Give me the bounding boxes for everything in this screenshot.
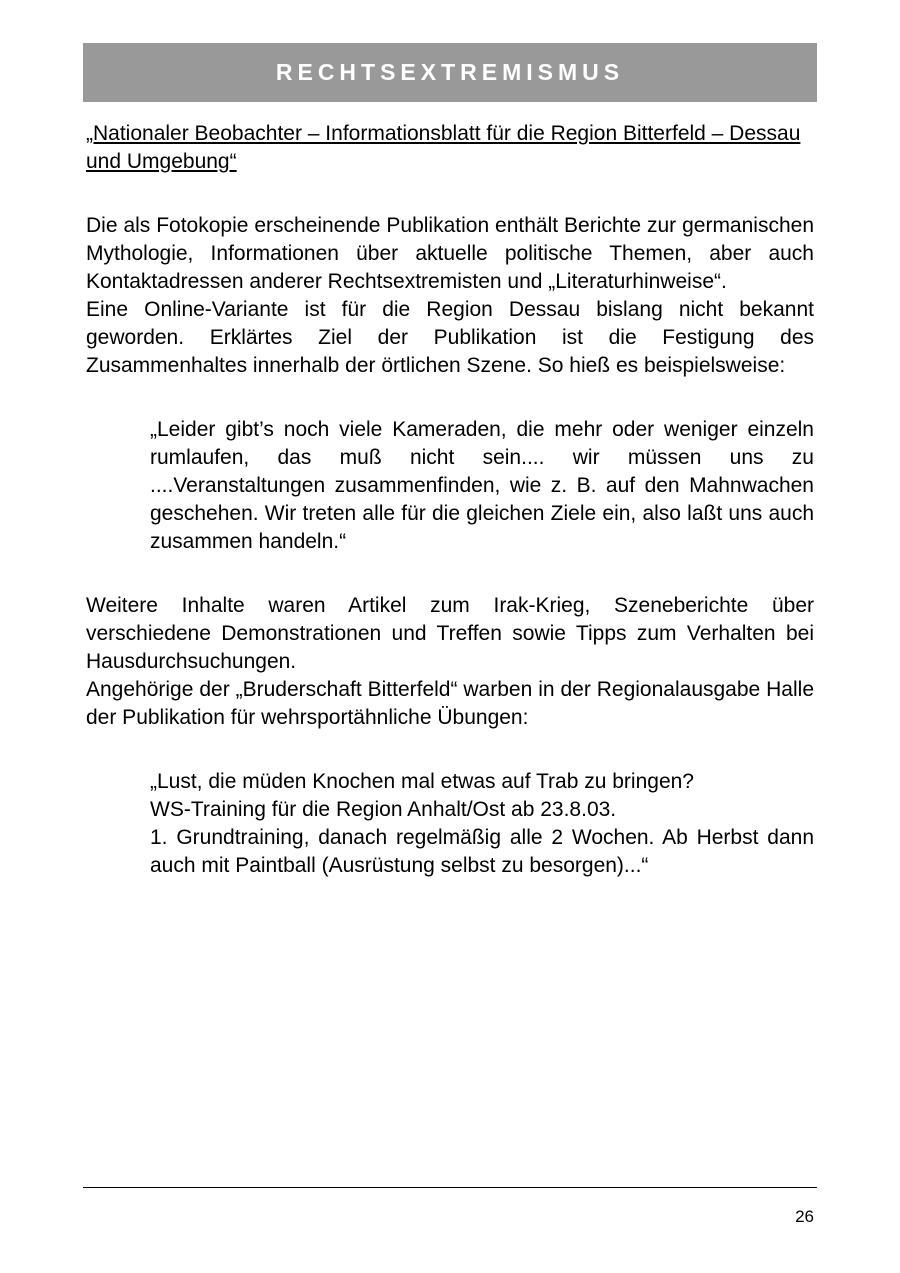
paragraph-goal: Eine Online-Variante ist für die Region Dessau bislang nicht bekannt geworden. Erklärtes Ziel der Publikation ist die Festigung des Zusammenhaltes innerhalb der örtlichen Szene. So hieß es beispielsweise: [86, 298, 814, 377]
page-number: 26 [795, 1207, 814, 1226]
article-title: „Nationaler Beobachter – Informationsblatt für die Region Bitterfeld – Dessau und Umgebung“ [86, 122, 801, 173]
paragraph-contents: Weitere Inhalte waren Artikel zum Irak-Krieg, Szeneberichte über verschiedene Demonstrationen und Treffen sowie Tipps zum Verhalten bei Hausdurchsuchungen. [86, 594, 814, 673]
quote-training-line: WS-Training für die Region Anhalt/Ost ab 23.8.03. [150, 798, 617, 821]
quote-training-line: „Lust, die müden Knochen mal etwas auf Trab zu bringen? [150, 770, 694, 793]
quote-training-line: 1. Grundtraining, danach regelmäßig alle 2 Wochen. Ab Herbst dann auch mit Paintball (Ausrüstung selbst zu besorgen)...“ [150, 826, 814, 877]
section-title: RECHTSEXTREMISMUS [275, 59, 625, 85]
footer-divider [83, 1187, 817, 1188]
section-header-bar [83, 43, 817, 102]
paragraph-brotherhood: Angehörige der „Bruderschaft Bitterfeld“ warben in der Regionalausgabe Halle der Publikation für wehrsportähnliche Übungen: [86, 678, 814, 729]
quote-comrades: „Leider gibt’s noch viele Kameraden, die mehr oder weniger einzeln rumlaufen, das muß nicht sein.... wir müssen uns zu ....Veranstaltungen zusammenfinden, wie z. B. auf den Mahnwachen geschehen. Wir treten alle für die gleichen Ziele ein, also laßt uns auch zusammen handeln.“ [150, 418, 814, 553]
paragraph-intro: Die als Fotokopie erscheinende Publikation enthält Berichte zur germanischen Mythologie, Informationen über aktuelle politische Themen, aber auch Kontaktadressen anderer Rechtsextremisten und „Literaturhinweise“. [86, 214, 814, 293]
article-body [86, 120, 814, 880]
quote-training [150, 768, 814, 880]
